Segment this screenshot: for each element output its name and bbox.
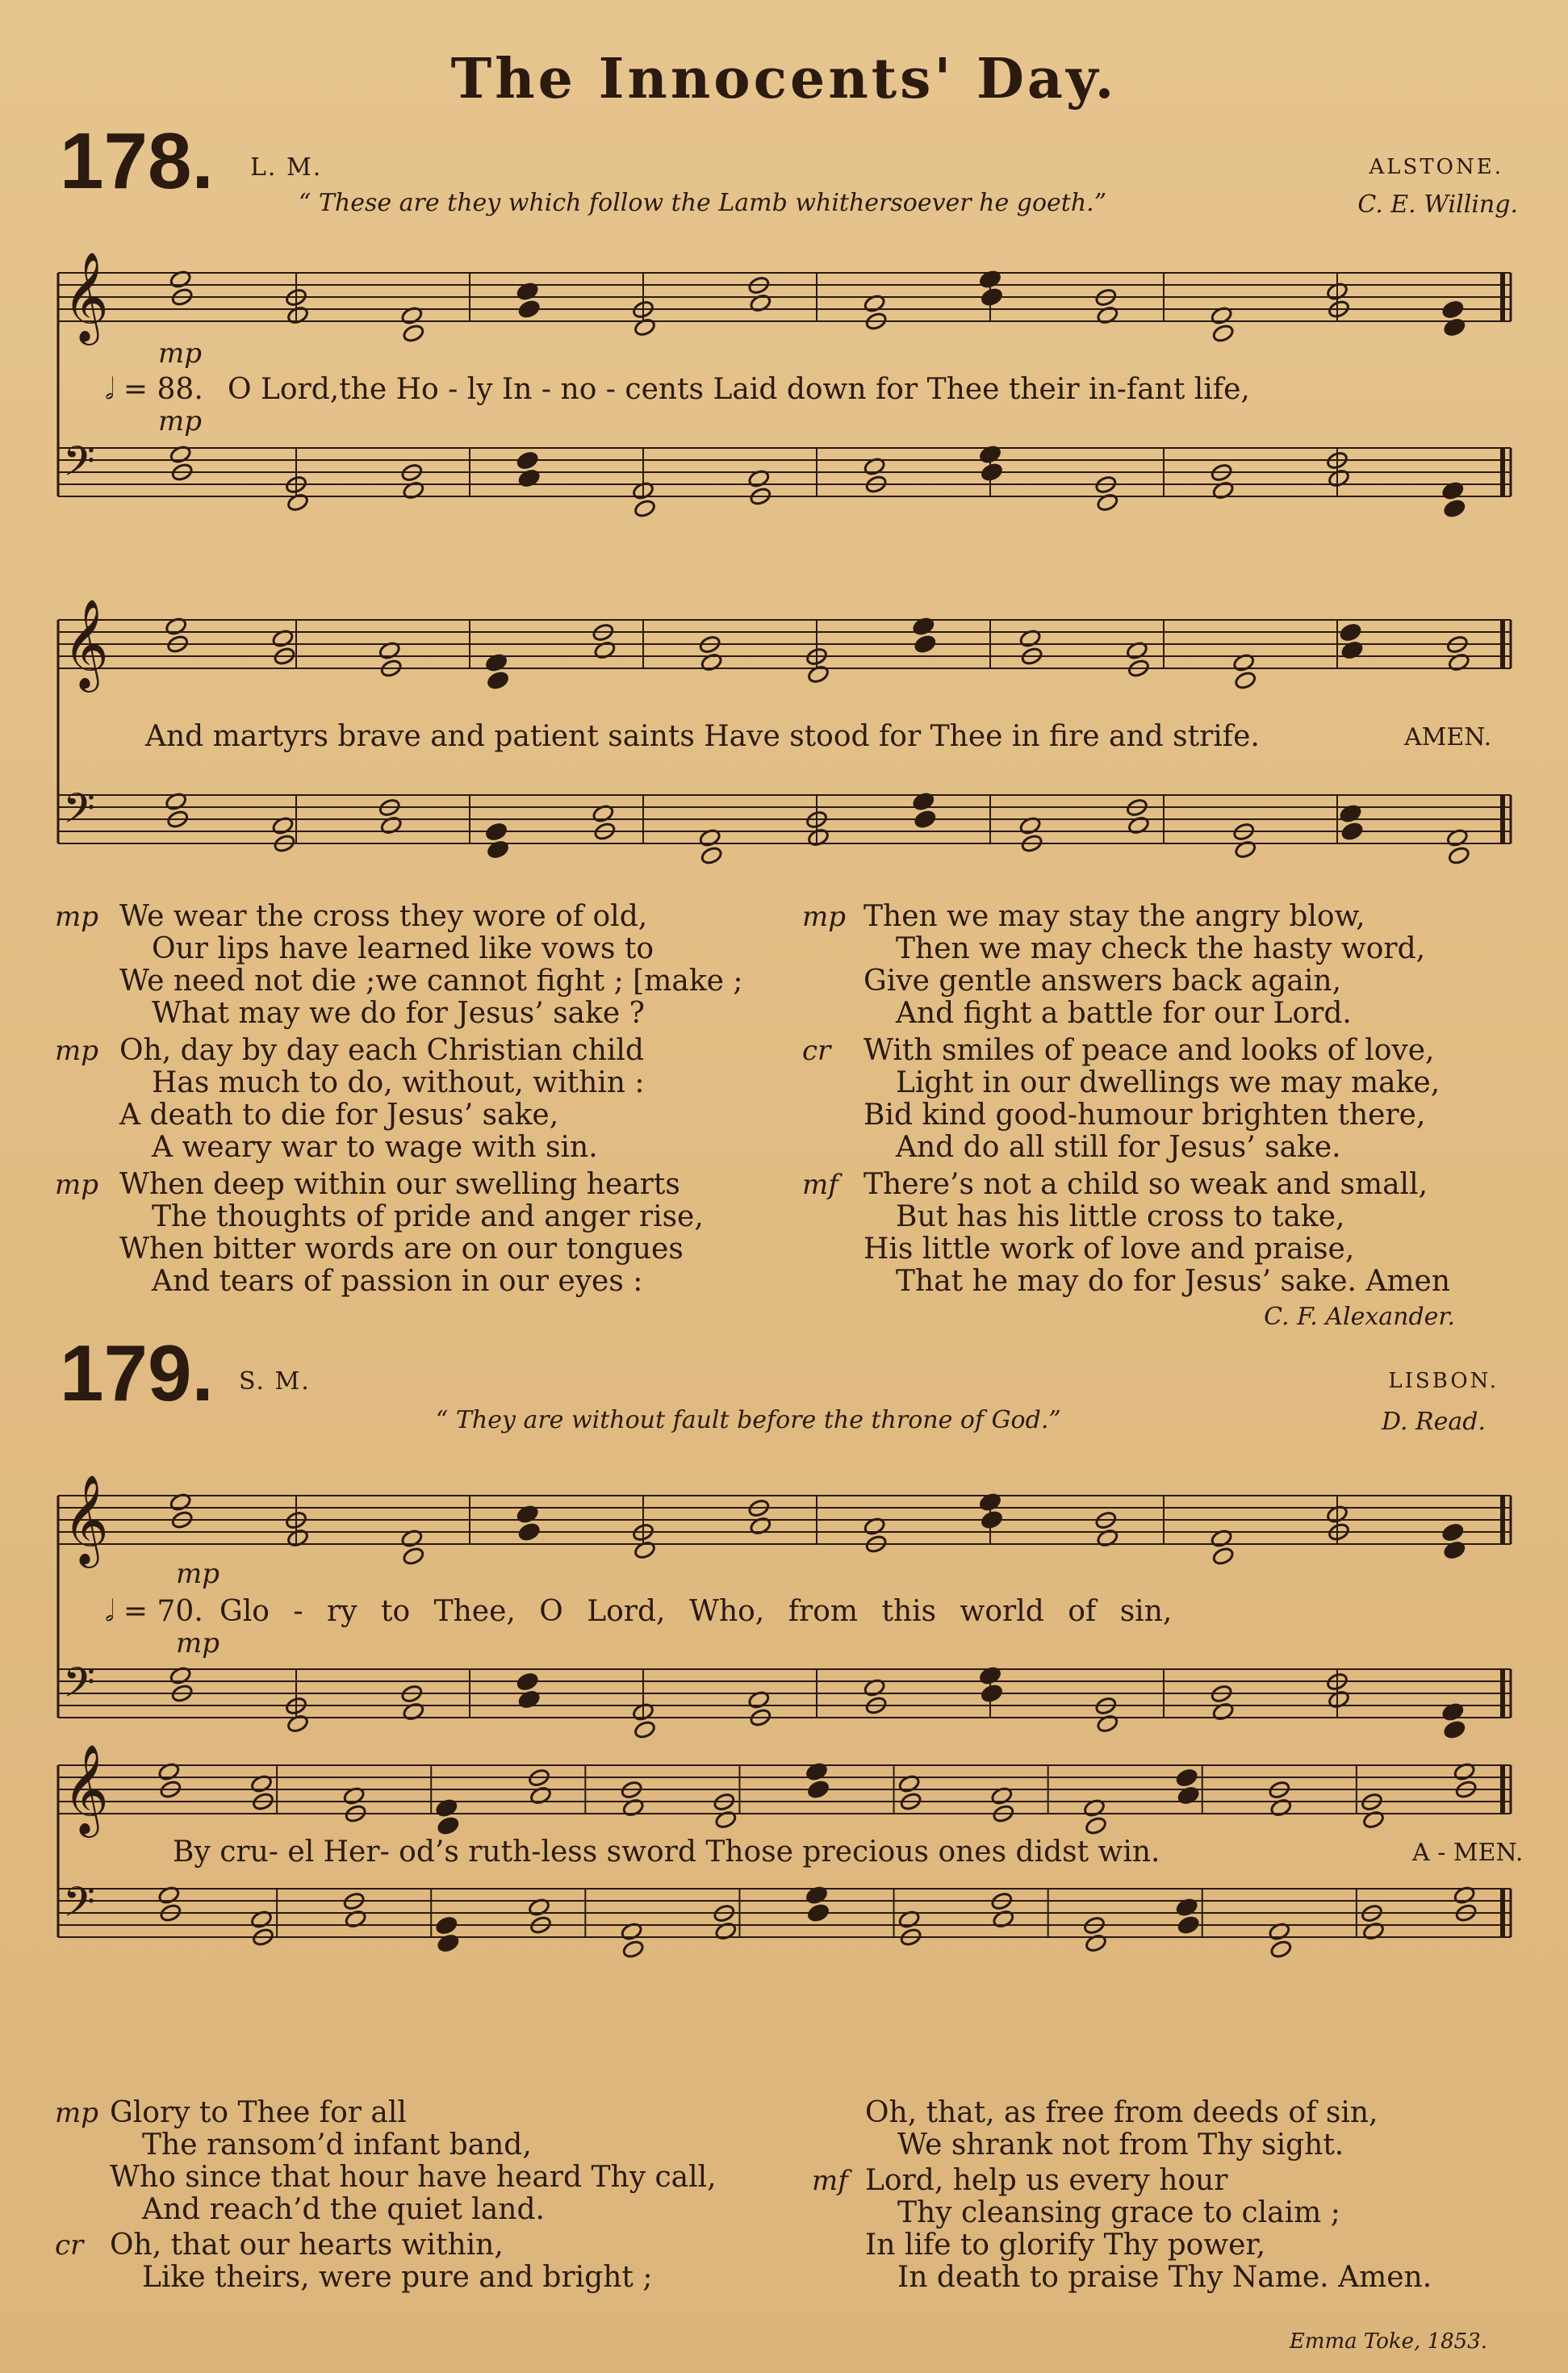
note-head <box>1234 839 1257 860</box>
note-head <box>1441 1522 1465 1542</box>
verse-line: When bitter words are on our tongues <box>119 1233 684 1266</box>
note-head <box>621 1798 645 1818</box>
amen: A - MEN. <box>1412 1839 1524 1867</box>
verse-line: A weary war to wage with sin. <box>152 1131 598 1164</box>
note-head <box>380 815 403 835</box>
note-head <box>1211 324 1235 344</box>
note-head <box>1211 480 1235 500</box>
verse-line: We wear the cross they wore of old, <box>119 900 648 933</box>
note-head <box>992 1909 1015 1929</box>
lyrics-line: O Lord,the Ho - ly In - no - cents Laid down for Thee their in-fant life, <box>228 373 1250 406</box>
note-head <box>1448 846 1471 866</box>
dynamic-mark: mp <box>55 1035 99 1067</box>
tempo-marking: 𝅗𝅥 = 70. <box>105 1595 203 1628</box>
verse-line: That he may do for Jesus’ sake. Amen <box>896 1265 1451 1298</box>
note-head <box>1211 1546 1235 1567</box>
note-head <box>700 652 723 672</box>
note-head <box>749 293 772 313</box>
verse-line: Glory to Thee for all <box>110 2096 407 2129</box>
note-head <box>1177 1785 1200 1806</box>
verse-line: Give gentle answers back again, <box>863 965 1342 998</box>
verse-line: With smiles of peace and looks of love, <box>863 1034 1435 1067</box>
note-head <box>1096 492 1119 513</box>
tune-name: ALSTONE. <box>1369 155 1503 179</box>
author: Emma Toke, 1853. <box>1289 2329 1487 2354</box>
half-note-icon: 𝅗𝅥 <box>105 373 115 406</box>
note-head <box>517 468 541 488</box>
note-head <box>1362 1810 1386 1830</box>
verse-line: Then we may stay the angry blow, <box>863 900 1365 933</box>
verse-line: Thy cleansing grace to claim ; <box>897 2196 1340 2229</box>
hymn-motto: “ These are they which follow the Lamb whithersoever he goeth.” <box>299 189 1107 217</box>
note-head <box>286 1528 310 1548</box>
hymn-number: 179. <box>60 1329 214 1417</box>
note-head <box>516 1672 539 1692</box>
bass-clef-icon: 𝄢 <box>63 784 95 843</box>
note-head <box>981 1684 1004 1704</box>
verse-line: Like theirs, were pure and bright ; <box>142 2261 653 2294</box>
note-head <box>344 1909 367 1929</box>
dynamic-mark: mp <box>55 901 99 933</box>
note-head <box>437 1816 460 1836</box>
verse-line: Oh, day by day each Christian child <box>119 1034 644 1067</box>
dynamic-mark: mf <box>802 1169 838 1201</box>
note-head <box>485 822 508 842</box>
treble-clef-icon: 𝄞 <box>63 1474 109 1564</box>
note-head <box>402 1701 425 1722</box>
note-head <box>714 1921 738 1941</box>
verse-line: And fight a battle for our Lord. <box>896 997 1352 1030</box>
note-head <box>981 462 1004 483</box>
dynamic-mark: mp <box>55 2097 99 2129</box>
tempo-marking: 𝅗𝅥 = 88. <box>105 373 203 406</box>
note-head <box>286 1714 310 1734</box>
verse-line: When deep within our swelling hearts <box>119 1168 680 1201</box>
note-head <box>807 1780 830 1800</box>
dynamic-mark: mp <box>158 337 203 370</box>
note-head <box>516 450 539 471</box>
note-head <box>700 846 723 866</box>
treble-clef-icon: 𝄞 <box>63 251 109 341</box>
lyrics-line: By cru- el Her- od’s ruth-less sword Those precious ones didst win. <box>173 1835 1160 1869</box>
note-head <box>1340 640 1364 660</box>
tune-name: LISBON. <box>1388 1369 1499 1393</box>
verse-line: Then we may check the hasty word, <box>896 932 1426 965</box>
half-note-icon: 𝅗𝅥 <box>105 1595 115 1628</box>
verse-line: Has much to do, without, within : <box>152 1066 645 1099</box>
hymn-motto: “ They are without fault before the throne of God.” <box>436 1406 1061 1434</box>
note-head <box>1443 499 1466 519</box>
dynamic-mark: mp <box>158 405 203 437</box>
note-head <box>1362 1921 1386 1941</box>
note-head <box>633 317 657 337</box>
verse-line: Bid kind good-humour brighten there, <box>863 1099 1426 1132</box>
note-head <box>529 1785 553 1806</box>
note-head <box>1085 1933 1108 1953</box>
bass-clef-icon: 𝄢 <box>63 437 95 496</box>
hymn-meter: S. M. <box>239 1367 311 1396</box>
note-head <box>981 1510 1004 1530</box>
note-head <box>487 671 510 691</box>
note-head <box>1441 299 1465 320</box>
verse-line: Light in our dwellings we may make, <box>896 1066 1440 1099</box>
note-head <box>437 1933 460 1953</box>
note-head <box>1328 468 1351 488</box>
note-head <box>807 664 830 684</box>
verse-line: The thoughts of pride and anger rise, <box>152 1200 704 1233</box>
composer: D. Read. <box>1381 1408 1486 1436</box>
note-head <box>435 1915 458 1936</box>
note-head <box>1175 1768 1198 1788</box>
note-head <box>487 839 510 860</box>
note-head <box>633 1720 657 1740</box>
note-head <box>807 1903 830 1923</box>
note-head <box>517 1522 541 1542</box>
treble-clef-icon: 𝄞 <box>63 598 109 688</box>
lyrics-line: And martyrs brave and patient saints Have stood for Thee in fire and strife. <box>145 720 1260 753</box>
verse-line: In death to praise Thy Name. Amen. <box>897 2261 1432 2294</box>
note-head <box>1096 305 1119 325</box>
note-head <box>914 634 937 655</box>
dynamic-mark: mp <box>176 1627 220 1659</box>
bass-clef-icon: 𝄢 <box>63 1658 95 1717</box>
dynamic-mark: cr <box>55 2229 84 2262</box>
note-head <box>621 1940 645 1960</box>
note-head <box>1269 1798 1293 1818</box>
verse-line: Our lips have learned like vows to <box>152 932 654 965</box>
note-head <box>1443 1720 1466 1740</box>
verse-line: Oh, that our hearts within, <box>110 2229 504 2262</box>
dynamic-mark: mf <box>812 2165 848 2197</box>
note-head <box>517 1689 541 1710</box>
note-head <box>1443 1540 1466 1560</box>
composer: C. E. Willing. <box>1357 190 1518 219</box>
dynamic-mark: mp <box>802 901 847 933</box>
dynamic-mark: mp <box>55 1169 99 1201</box>
note-head <box>633 499 657 519</box>
note-head <box>1096 1714 1119 1734</box>
verse-line: What may we do for Jesus’ sake ? <box>152 997 645 1030</box>
note-head <box>1085 1816 1108 1836</box>
verse-line: We need not die ;we cannot fight ; [make ; <box>119 965 743 998</box>
dynamic-mark: cr <box>802 1035 831 1067</box>
verse-line: And reach’d the quiet land. <box>142 2193 545 2226</box>
note-head <box>1443 317 1466 337</box>
verse-line: In life to glorify Thy power, <box>865 2229 1266 2262</box>
verse-line: Who since that hour have heard Thy call, <box>110 2161 717 2194</box>
verse-line: A death to die for Jesus’ sake, <box>119 1099 559 1132</box>
author: C. F. Alexander. <box>1264 1303 1455 1331</box>
note-head <box>1096 1528 1119 1548</box>
note-head <box>1448 652 1471 672</box>
verse-line: There’s not a child so weak and small, <box>863 1168 1428 1201</box>
note-head <box>402 480 425 500</box>
note-head <box>593 640 617 660</box>
hymn-meter: L. M. <box>250 153 323 182</box>
note-head <box>402 324 425 344</box>
note-head <box>633 1540 657 1560</box>
verse-line: His little work of love and praise, <box>863 1233 1355 1266</box>
lyrics-line: Glo - ry to Thee, O Lord, Who, from this world of sin, <box>220 1595 1173 1628</box>
note-head <box>517 299 541 320</box>
note-head <box>981 287 1004 308</box>
hymn-number: 178. <box>60 116 214 205</box>
note-head <box>1339 622 1362 642</box>
note-head <box>1234 671 1257 691</box>
bass-clef-icon: 𝄢 <box>63 1877 95 1936</box>
note-head <box>1328 1689 1351 1710</box>
note-head <box>286 492 310 513</box>
note-head <box>1177 1915 1200 1936</box>
note-head <box>1269 1940 1293 1960</box>
amen: AMEN. <box>1404 723 1492 751</box>
note-head <box>807 827 830 848</box>
note-head <box>914 810 937 830</box>
note-head <box>1340 822 1364 842</box>
verse-line: We shrank not from Thy sight. <box>897 2128 1344 2162</box>
dynamic-mark: mp <box>176 1558 220 1590</box>
note-head <box>714 1810 738 1830</box>
note-head <box>1127 815 1151 835</box>
verse-line: Oh, that, as free from deeds of sin, <box>865 2096 1378 2129</box>
note-head <box>749 1516 772 1536</box>
verse-line: Lord, help us every hour <box>865 2164 1228 2197</box>
verse-line: And do all still for Jesus’ sake. <box>896 1131 1341 1164</box>
page-title: The Innocents' Day. <box>450 47 1118 111</box>
note-head <box>286 305 310 325</box>
note-head <box>402 1546 425 1567</box>
note-head <box>1211 1701 1235 1722</box>
treble-clef-icon: 𝄞 <box>63 1743 109 1834</box>
verse-line: The ransom’d infant band, <box>142 2128 532 2162</box>
verse-line: But has his little cross to take, <box>896 1200 1345 1233</box>
verse-line: And tears of passion in our eyes : <box>152 1265 643 1298</box>
